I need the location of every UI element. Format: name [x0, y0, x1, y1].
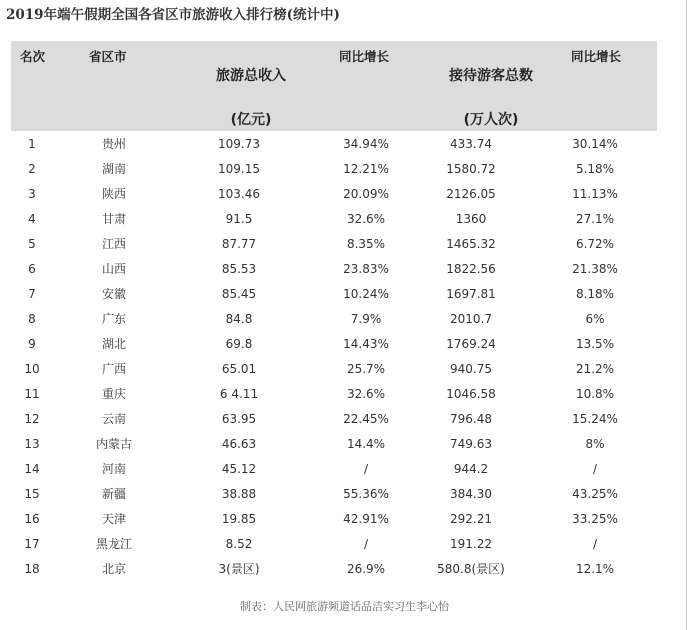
visitors-cell: 1822.56 — [446, 262, 496, 276]
ranking-table — [11, 41, 657, 582]
income-yoy-cell: 25.7% — [346, 362, 386, 376]
visitors-yoy-cell: / — [592, 537, 598, 551]
income-cell: 109.15 — [218, 162, 260, 176]
income-cell: 8.52 — [225, 537, 253, 551]
income-cell: 84.8 — [225, 312, 253, 326]
rank-cell: 13 — [24, 437, 40, 451]
table-header — [11, 41, 657, 131]
table-row — [11, 432, 657, 457]
income-yoy-cell: 8.35% — [346, 237, 386, 251]
visitors-yoy-cell: 6.72% — [575, 237, 615, 251]
rank-cell: 11 — [24, 387, 40, 401]
table-row — [11, 182, 657, 207]
income-yoy-cell: / — [363, 462, 369, 476]
income-cell: 69.8 — [225, 337, 253, 351]
visitors-yoy-cell: 11.13% — [572, 187, 618, 201]
table-row — [11, 157, 657, 182]
rank-cell: 17 — [24, 537, 40, 551]
visitors-cell: 2126.05 — [446, 187, 496, 201]
income-yoy-cell: 23.83% — [343, 262, 389, 276]
header-visitors: 接待游客总数 — [449, 68, 533, 84]
income-yoy-cell: 12.21% — [343, 162, 389, 176]
rank-cell: 15 — [24, 487, 40, 501]
table-row — [11, 482, 657, 507]
visitors-cell: 1465.32 — [446, 237, 496, 251]
income-yoy-cell: 55.36% — [343, 487, 389, 501]
income-yoy-cell: 14.43% — [343, 337, 389, 351]
header-income: 旅游总收入 — [216, 68, 286, 84]
visitors-yoy-cell: 8% — [585, 437, 605, 451]
visitors-cell: 940.75 — [450, 362, 492, 376]
visitors-yoy-cell: 8.18% — [575, 287, 615, 301]
table-row — [11, 207, 657, 232]
income-cell: 63.95 — [221, 412, 257, 426]
visitors-yoy-cell: / — [592, 462, 598, 476]
table-row — [11, 232, 657, 257]
visitors-cell: 433.74 — [450, 137, 492, 151]
province-cell: 云南 — [101, 412, 126, 426]
income-cell: 85.45 — [221, 287, 257, 301]
visitors-cell: 749.63 — [450, 437, 492, 451]
income-cell: 91.5 — [225, 212, 253, 226]
income-yoy-cell: 34.94% — [343, 137, 389, 151]
table-row — [11, 282, 657, 307]
visitors-cell: 1769.24 — [446, 337, 496, 351]
province-cell: 北京 — [101, 562, 126, 576]
province-cell: 湖北 — [101, 337, 126, 351]
table-row — [11, 307, 657, 332]
province-cell: 河南 — [101, 462, 126, 476]
visitors-cell: 191.22 — [450, 537, 492, 551]
rank-cell: 7 — [28, 287, 36, 301]
income-yoy-cell: / — [363, 537, 369, 551]
header-visitors-yoy: 同比增长 — [570, 49, 621, 64]
visitors-yoy-cell: 13.5% — [575, 337, 615, 351]
income-yoy-cell: 14.4% — [346, 437, 386, 451]
rank-cell: 1 — [28, 137, 36, 151]
income-yoy-cell: 26.9% — [346, 562, 386, 576]
rank-cell: 4 — [28, 212, 36, 226]
table-row — [11, 507, 657, 532]
visitors-yoy-cell: 5.18% — [575, 162, 615, 176]
table-row — [11, 257, 657, 282]
rank-cell: 5 — [28, 237, 36, 251]
table-row — [11, 557, 657, 582]
province-cell: 广西 — [101, 362, 126, 376]
table-row — [11, 457, 657, 482]
visitors-yoy-cell: 30.14% — [572, 137, 618, 151]
table-row — [11, 532, 657, 557]
header-income-unit: (亿元) — [230, 112, 272, 128]
income-yoy-cell: 20.09% — [343, 187, 389, 201]
visitors-cell: 292.21 — [450, 512, 492, 526]
header-rank: 名次 — [20, 49, 46, 64]
income-cell: 109.73 — [218, 137, 260, 151]
income-cell: 3(景区) — [218, 562, 260, 576]
income-yoy-cell: 7.9% — [350, 312, 382, 326]
income-cell: 46.63 — [221, 437, 257, 451]
province-cell: 山西 — [101, 262, 126, 276]
table-row — [11, 382, 657, 407]
income-cell: 85.53 — [221, 262, 257, 276]
visitors-cell: 796.48 — [450, 412, 492, 426]
income-yoy-cell: 32.6% — [346, 387, 386, 401]
province-cell: 重庆 — [101, 387, 126, 401]
province-cell: 天津 — [101, 512, 126, 526]
footer-note: 制表：人民网旅游频道话品洁实习生李心怡 — [240, 600, 449, 613]
table-row — [11, 407, 657, 432]
visitors-yoy-cell: 27.1% — [575, 212, 615, 226]
province-cell: 安徽 — [101, 287, 126, 301]
table-row — [11, 132, 657, 157]
header-province: 省区市 — [89, 49, 127, 64]
rank-cell: 12 — [24, 412, 40, 426]
visitors-cell: 384.30 — [450, 487, 492, 501]
visitors-yoy-cell: 15.24% — [572, 412, 618, 426]
visitors-cell: 1697.81 — [446, 287, 496, 301]
page-title: 2019年端午假期全国各省区市旅游收入排行榜(统计中) — [6, 7, 340, 23]
visitors-yoy-cell: 43.25% — [572, 487, 618, 501]
table-row — [11, 357, 657, 382]
income-cell: 65.01 — [221, 362, 257, 376]
visitors-cell: 580.8(景区) — [437, 562, 505, 576]
visitors-cell: 2010.7 — [450, 312, 492, 326]
visitors-cell: 1046.58 — [446, 387, 496, 401]
rank-cell: 3 — [28, 187, 36, 201]
income-cell: 45.12 — [221, 462, 257, 476]
income-yoy-cell: 32.6% — [346, 212, 386, 226]
visitors-yoy-cell: 12.1% — [575, 562, 615, 576]
income-yoy-cell: 42.91% — [343, 512, 389, 526]
province-cell: 广东 — [101, 312, 126, 326]
province-cell: 甘肃 — [101, 212, 126, 226]
province-cell: 黑龙江 — [95, 537, 132, 551]
income-yoy-cell: 22.45% — [343, 412, 389, 426]
visitors-yoy-cell: 21.38% — [572, 262, 618, 276]
page-divider — [686, 0, 687, 630]
province-cell: 内蒙古 — [95, 437, 132, 451]
rank-cell: 6 — [28, 262, 36, 276]
visitors-yoy-cell: 10.8% — [575, 387, 615, 401]
income-cell: 38.88 — [221, 487, 257, 501]
rank-cell: 9 — [28, 337, 36, 351]
visitors-cell: 944.2 — [453, 462, 489, 476]
province-cell: 江西 — [101, 237, 126, 251]
province-cell: 陕西 — [101, 187, 126, 201]
visitors-yoy-cell: 21.2% — [575, 362, 615, 376]
table-row — [11, 332, 657, 357]
income-cell: 103.46 — [218, 187, 260, 201]
visitors-cell: 1360 — [455, 212, 487, 226]
income-cell: 87.77 — [221, 237, 257, 251]
rank-cell: 16 — [24, 512, 40, 526]
rank-cell: 2 — [28, 162, 36, 176]
rank-cell: 14 — [24, 462, 40, 476]
rank-cell: 10 — [24, 362, 40, 376]
table-body — [11, 132, 657, 582]
visitors-yoy-cell: 6% — [585, 312, 605, 326]
visitors-cell: 1580.72 — [446, 162, 496, 176]
header-income-yoy: 同比增长 — [338, 49, 389, 64]
income-cell: 6 4.11 — [219, 387, 259, 401]
rank-cell: 8 — [28, 312, 36, 326]
visitors-yoy-cell: 33.25% — [572, 512, 618, 526]
header-visitors-unit: (万人次) — [463, 112, 519, 128]
income-yoy-cell: 10.24% — [343, 287, 389, 301]
income-cell: 19.85 — [221, 512, 257, 526]
province-cell: 贵州 — [101, 137, 126, 151]
rank-cell: 18 — [24, 562, 40, 576]
province-cell: 新疆 — [101, 487, 126, 501]
province-cell: 湖南 — [101, 162, 126, 176]
